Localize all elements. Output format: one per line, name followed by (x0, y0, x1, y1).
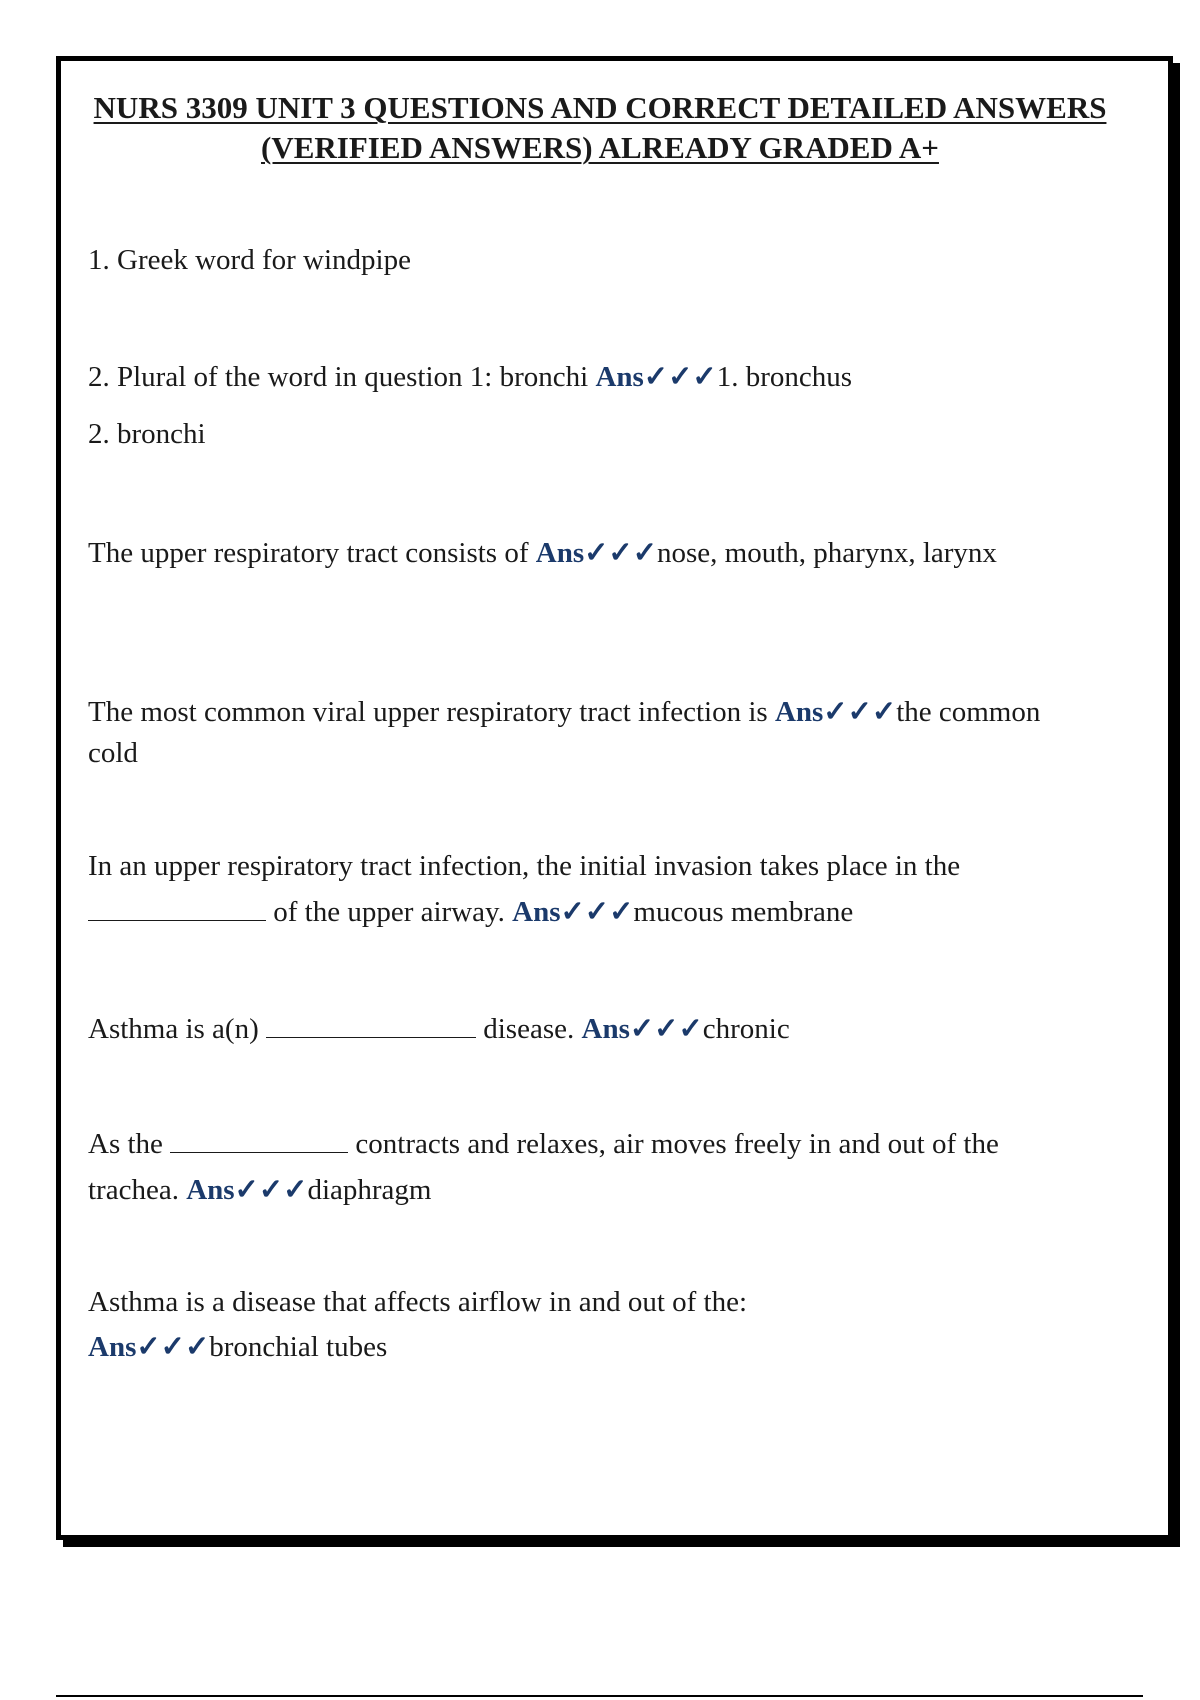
answer-marker: Ans✓✓✓ (774, 696, 897, 728)
answer-text: 1. bronchus (716, 361, 853, 393)
question-item (88, 843, 1078, 935)
answer-text: nose, mouth, pharynx, larynx (657, 537, 997, 569)
question-text: Asthma is a(n) (88, 1013, 259, 1045)
question-item (88, 1121, 1078, 1213)
question-text: The most common viral upper respiratory tract infection is (88, 696, 768, 728)
question-text: disease. (483, 1013, 575, 1045)
document-title: NURS 3309 UNIT 3 QUESTIONS AND CORRECT DETAILED ANSWERS (VERIFIED ANSWERS) ALREADY GRADED A+ (93, 90, 1107, 165)
answer-blank (170, 1129, 348, 1153)
question-item (88, 240, 1078, 281)
question-text: 2. bronchi (88, 418, 206, 450)
question-text: In an upper respiratory tract infection, the initial invasion takes place in the (88, 850, 961, 882)
answer-marker: Ans✓✓✓ (535, 537, 658, 569)
question-text: contracts and relaxes, air moves freely in and out of the trachea. (88, 1128, 999, 1206)
answer-text: bronchial tubes (209, 1331, 388, 1363)
answer-text: mucous membrane (633, 896, 854, 928)
answer-text: chronic (702, 1013, 790, 1045)
question-item (88, 414, 1078, 455)
footer-divider (56, 1695, 1143, 1697)
question-text: As the (88, 1128, 163, 1160)
answer-marker: Ans✓✓✓ (512, 896, 634, 928)
question-item (88, 1280, 1078, 1370)
answer-marker: Ans✓✓✓ (581, 1013, 703, 1045)
question-item (88, 1009, 1078, 1050)
question-text: of the upper airway. (273, 896, 505, 928)
answer-marker: Ans✓✓✓ (88, 1331, 210, 1363)
answer-marker: Ans✓✓✓ (595, 361, 717, 393)
answer-marker: Ans✓✓✓ (186, 1174, 308, 1206)
question-text: The upper respiratory tract consists of (88, 537, 529, 569)
question-text: 2. Plural of the word in question 1: bronchi (88, 361, 589, 393)
question-text: 1. Greek word for windpipe (88, 244, 411, 276)
answer-blank (266, 1014, 476, 1038)
question-item (88, 533, 1078, 574)
question-item (88, 692, 1078, 774)
question-text: Asthma is a disease that affects airflow in and out of the: (88, 1286, 748, 1318)
answer-blank (88, 897, 266, 921)
answer-text: diaphragm (307, 1174, 432, 1206)
answer-text: the common cold (88, 696, 1041, 769)
question-item (88, 357, 1078, 398)
